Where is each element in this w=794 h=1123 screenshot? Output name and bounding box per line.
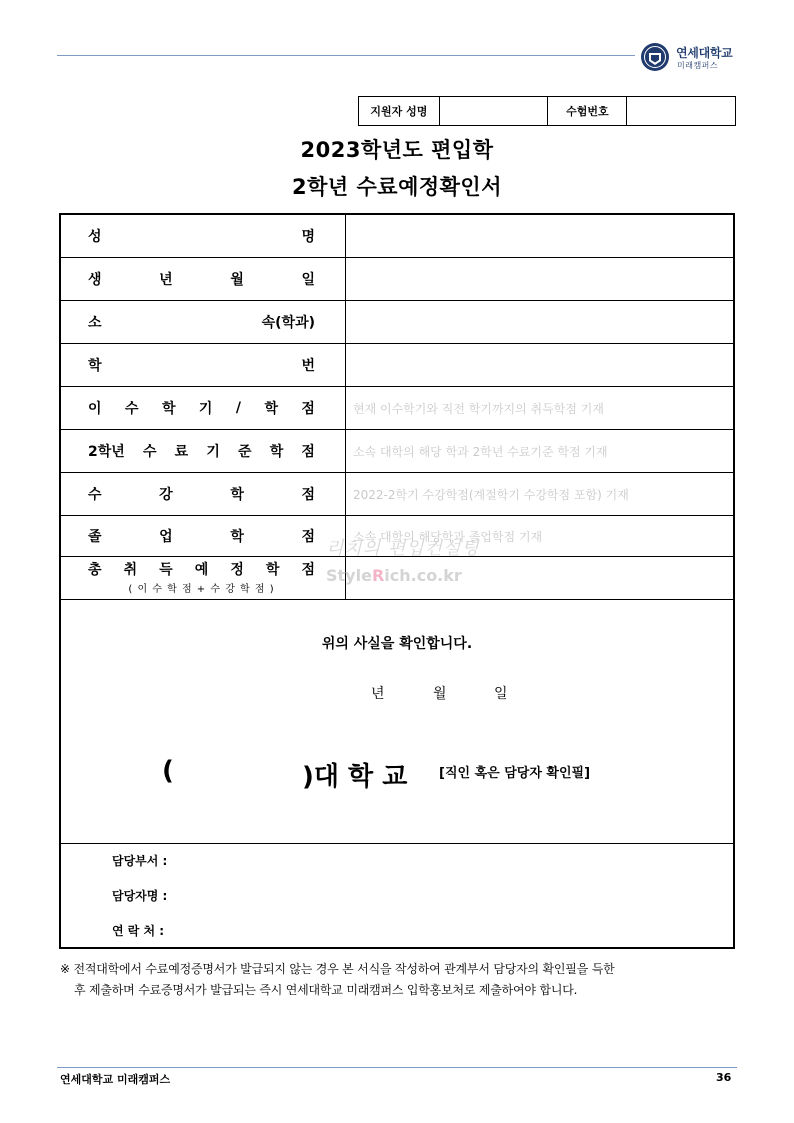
- hint-enrolled-credits[interactable]: 2022-2학기 수강학점(계절학기 수강학점 포함) 기재: [353, 488, 629, 502]
- watermark-text: 리치의 편입컨설팅: [326, 538, 480, 559]
- applicant-name-field[interactable]: [439, 97, 548, 126]
- exam-number-label: 수험번호: [548, 97, 627, 126]
- confirmation-statement: 위의 사실을 확인합니다.: [321, 636, 473, 652]
- contact-dept-label: 담당부서 :: [112, 854, 168, 868]
- notice-line1: ※ 전적대학에서 수료예정증명서가 발급되지 않는 경우 본 서식을 작성하여 관계부서 담당자의 확인필을 득한: [60, 962, 615, 976]
- sublabel-total-expected-credits: ( 이 수 학 점 + 수 강 학 점 ): [128, 584, 275, 595]
- contact-phone-field[interactable]: [185, 918, 725, 942]
- form-title-line1: 2023학년도 편입학: [300, 138, 494, 162]
- contact-person-label: 담당자명 :: [112, 889, 168, 903]
- footer-rule: [57, 1067, 737, 1068]
- label-completion-standard: 2학년 수 료 기 준 학 점: [88, 444, 315, 460]
- applicant-info-table: [358, 96, 736, 126]
- header-university-name: 연세대학교: [676, 46, 733, 60]
- page-number: 36: [716, 1071, 732, 1084]
- header-rule: [57, 55, 635, 56]
- date-day-label: 일: [494, 686, 508, 702]
- contact-phone-label: 연 락 처 :: [112, 924, 165, 938]
- label-semester-credits: 이 수 학 기 / 학 점: [88, 400, 315, 417]
- label-graduation-credits: 졸 업 학 점: [88, 529, 315, 545]
- header-campus: 미래캠퍼스: [677, 61, 719, 70]
- hint-graduation-credits[interactable]: 소속 대학의 해당학과 졸업학점 기재: [353, 530, 543, 544]
- label-affiliation: 소 속(학과): [88, 315, 315, 331]
- hint-completion-standard[interactable]: 소속 대학의 해당 학과 2학년 수료기준 학점 기재: [353, 445, 608, 459]
- label-enrolled-credits: 수 강 학 점: [88, 487, 315, 503]
- label-total-expected-credits: 총 취 득 예 정 학 점: [88, 562, 315, 578]
- yonsei-seal-icon: [640, 42, 670, 72]
- date-year-label: 년: [371, 686, 385, 702]
- contact-dept-field[interactable]: [185, 848, 725, 872]
- label-birthdate: 생 년 월 일: [88, 272, 315, 288]
- university-name-field[interactable]: [180, 752, 300, 788]
- hint-semester-credits[interactable]: 현재 이수학기와 직전 학기까지의 취득학점 기재: [353, 402, 604, 416]
- notice-line2: 후 제출하며 수료증명서가 발급되는 즉시 연세대학교 미래캠퍼스 입학홍보처로 제출하여야 합니다.: [74, 983, 578, 997]
- exam-number-field[interactable]: [627, 97, 736, 126]
- confirmation-section: [61, 215, 733, 844]
- contact-person-field[interactable]: [185, 883, 725, 907]
- watermark-brand: StyleRich.co.kr: [326, 566, 462, 585]
- seal-note: [직인 혹은 담당자 확인필]: [439, 766, 591, 781]
- footer-university: 연세대학교 미래캠퍼스: [60, 1073, 171, 1086]
- date-month-label: 월: [433, 686, 447, 702]
- label-student-id: 학 번: [88, 358, 315, 374]
- label-name: 성 명: [88, 229, 315, 245]
- form-title-line2: 2학년 수료예정확인서: [292, 175, 502, 199]
- university-open-paren: (: [162, 756, 174, 786]
- university-suffix: )대 학 교: [302, 762, 408, 792]
- applicant-name-label: 지원자 성명: [359, 97, 440, 126]
